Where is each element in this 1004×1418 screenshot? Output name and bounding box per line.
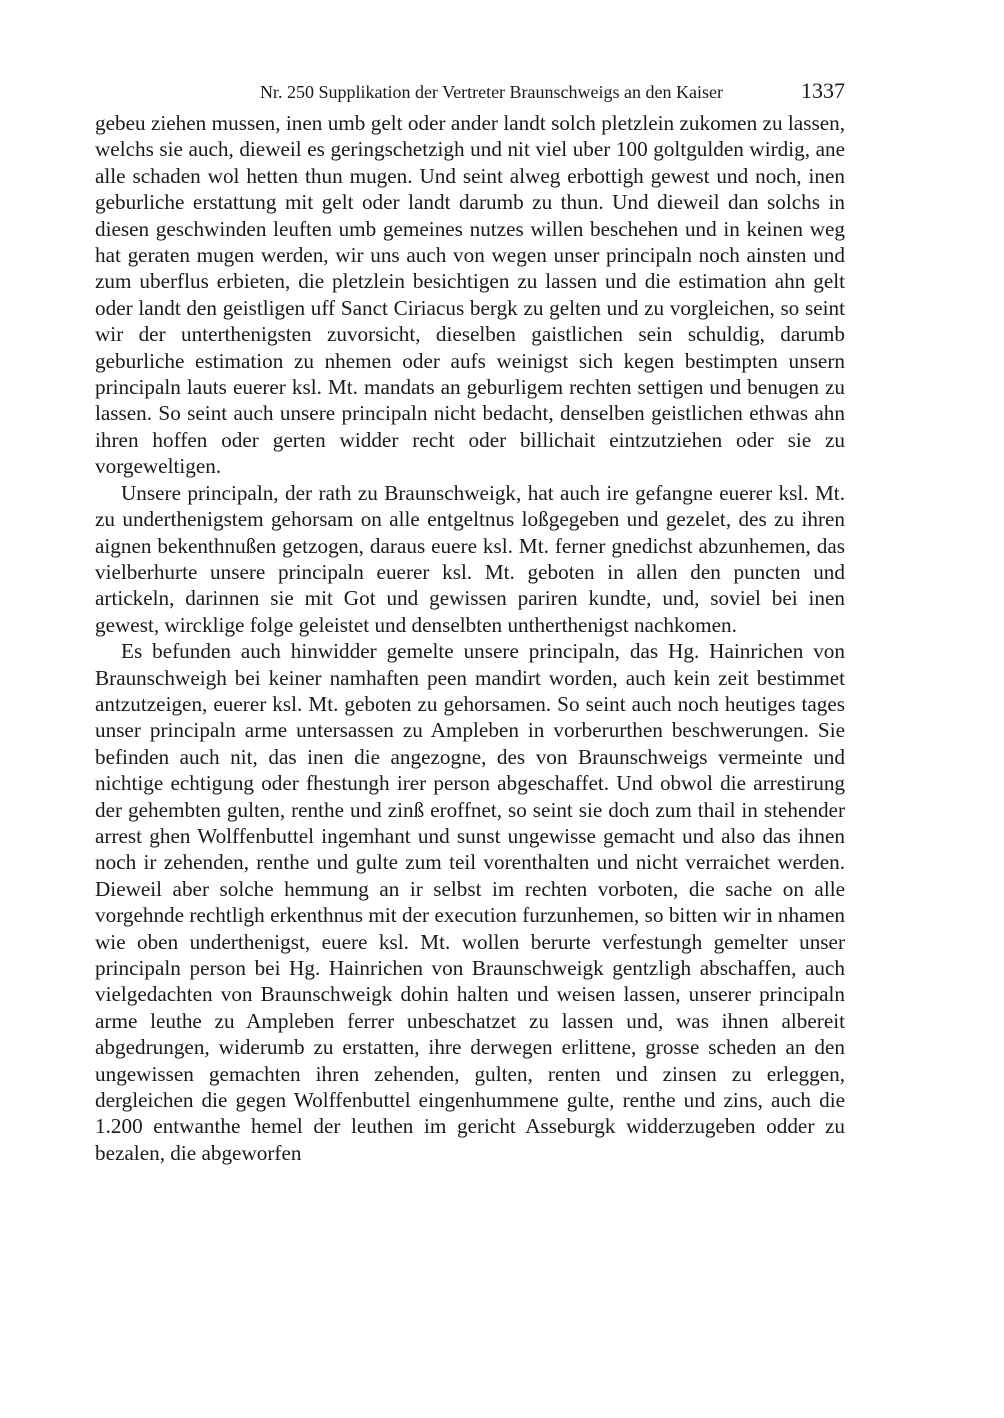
document-page: [95, 78, 845, 1166]
running-title: Nr. 250 Supplikation der Vertreter Braunschweigs an den Kaiser: [259, 82, 723, 102]
paragraph-2: Unsere principaln, der rath zu Braunschweigk, hat auch ire gefangne euerer ksl. Mt. zu underthenigstem gehorsam on alle entgeltnus loßgegeben und gezelet, des zu ihren aignen bekenthnußen getzogen, daraus euere ksl. Mt. ferner gnedichst abzunhemen, das vielberhurte unsere principaln euerer ksl. Mt. geboten in allen den puncten und artickeln, darinnen sie mit Got und gewissen pariren kundte, und, soviel bei inen gewest, wircklige folge geleistet und denselbten untherthenigst nachkomen.: [95, 480, 845, 637]
page-number: 1337: [801, 78, 845, 103]
body-text: [95, 110, 845, 1166]
paragraph-1: gebeu ziehen mussen, inen umb gelt oder ander landt solch pletzlein zukomen zu lassen, welchs sie auch, dieweil es geringschetzigh und nit viel uber 100 goltgulden wirdig, ane alle schaden wol hetten thun mugen. Und seint alweg erbottigh gewest und noch, inen geburliche erstattung mit gelt oder landt darumb zu thun. Und dieweil dan solchs in diesen geschwinden leuften umb gemeines nutzes willen beschehen und in keinen weg hat geraten mugen werden, wir uns auch von wegen unser principaln noch ainsten und zum uberflus erbieten, die pletzlein besichtigen zu lassen und die estimation ahn gelt oder landt den geistligen uff Sanct Ciriacus bergk zu gelten und zu vorgleichen, so seint wir der unterthenigsten zuvorsicht, dieselben gaistlichen sein schuldig, darumb geburliche estimation zu nhemen oder aufs weinigst sich kegen bestimpten unsern principaln lauts euerer ksl. Mt. mandats an geburligem rechten settigen und benugen zu lassen. So seint auch unsere principaln nicht bedacht, denselben geistlichen ethwas ahn ihren hoffen oder gerten widder recht oder billichait eintzutziehen oder sie zu vorgeweltigen.: [95, 111, 845, 479]
paragraph-3: Es befunden auch hinwidder gemelte unsere principaln, das Hg. Hainrichen von Braunschweigh bei keiner namhaften peen mandirt worden, auch kein zeit bestimmet antzutzeigen, euerer ksl. Mt. geboten zu gehorsamen. So seint auch noch heutiges tages unser principaln arme untersassen zu Ampleben in vorberurthen beschwerungen. Sie befinden auch nit, das inen die angezogne, des von Braunschweigs vermeinte und nichtige echtigung oder fhestungh irer person abgeschaffet. Und obwol die arrestirung der gehembten gulten, renthe und zinß eroffnet, so seint sie doch zum thail in stehender arrest ghen Wolffenbuttel ingemhant und sunst ungewisse gemacht und also das ihnen noch ir zehenden, renthe und gulte zum teil vorenthalten und nicht verraichet werden. Dieweil aber solche hemmung an ir selbst im rechten vorboten, die sache on alle vorgehnde rechtligh erkenthnus mit der execution furzunhemen, so bitten wir in nhamen wie oben underthenigst, euere ksl. Mt. wollen berurte verfestungh gemelter unser principaln person bei Hg. Hainrichen von Braunschweigk gentzligh abschaffen, auch vielgedachten von Braunschweigk dohin halten und weisen lassen, unserer principaln arme leuthe zu Ampleben ferrer unbeschatzet zu lassen und, was ihnen albereit abgedrungen, widerumb zu erstatten, ihre derwegen erlittene, grosse scheden an den ungewissen gemachten ihren zehenden, gulten, renten und zinsen zu erleggen, dergleichen die gegen Wolffenbuttel eingenhummene gulte, renthe und zins, auch die 1.200 entwanthe hemel der leuthen im gericht Asseburgk widderzugeben odder zu bezalen, die abgeworfen: [95, 639, 845, 1165]
running-header: [95, 78, 845, 110]
